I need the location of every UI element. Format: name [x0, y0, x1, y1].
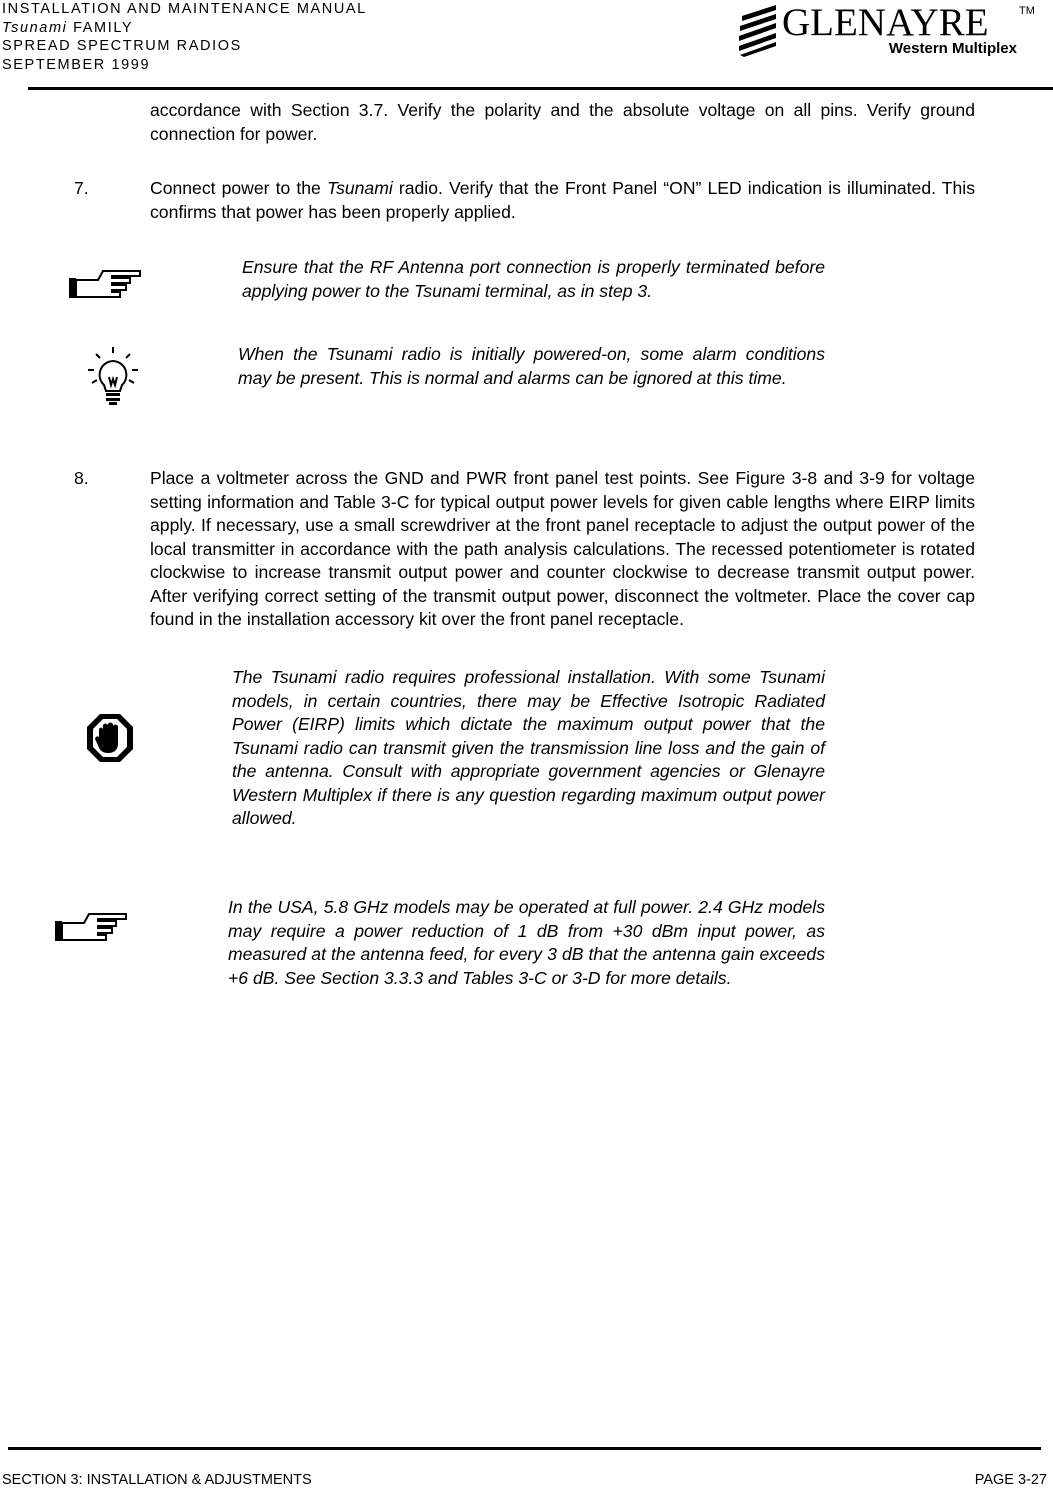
product-family: Tsunami FAMILY	[2, 19, 134, 36]
logo-name: GLENAYRE	[782, 2, 989, 44]
note-usa-power-reduction: In the USA, 5.8 GHz models may be operated at full power. 2.4 GHz models may require a power reduction of 1 dB from +30 dBm input power, as measured at the antenna feed, for every 3 dB that the antenna gain exceeds +6 dB. See Section 3.3.3 and Tables 3-C or 3-D for more details.	[228, 897, 825, 988]
note-antenna-termination: Ensure that the RF Antenna port connection is properly terminated before applying power to the Tsunami terminal, as in step 3.	[242, 257, 825, 301]
stop-hand-icon	[86, 713, 134, 763]
manual-title: INSTALLATION AND MAINTENANCE MANUAL	[2, 1, 367, 17]
footer-page-number: PAGE 3-27	[974, 1472, 1047, 1488]
publication-date: SEPTEMBER 1999	[2, 56, 151, 73]
footer-section: SECTION 3: INSTALLATION & ADJUSTMENTS	[2, 1472, 312, 1488]
step-7-text: Connect power to the Tsunami radio. Verify that the Front Panel “ON” LED indication is illuminated. This confirms that power has been properly applied.	[150, 178, 975, 222]
logo-trademark: TM	[1019, 5, 1035, 17]
light-bulb-icon	[84, 345, 142, 407]
warning-eirp-limits: The Tsunami radio requires professional installation. With some Tsunami models, in certain countries, there may be Effective Isotropic Radiated Power (EIRP) limits which dictate the maximum output power that the Tsunami radio can transmit given the transmission line loss and the gain of the antenna. Consult with appropriate government agencies or Glenayre Western Multiplex if there is any question regarding maximum output power allowed.	[232, 667, 825, 828]
logo-subtitle: Western Multiplex	[888, 40, 1017, 57]
logo-stripes-icon	[739, 5, 776, 57]
page-header	[2, 0, 367, 74]
footer-rule	[8, 1447, 1041, 1450]
tip-alarm-conditions: When the Tsunami radio is initially powered-on, some alarm conditions may be present. This is normal and alarms can be ignored at this time.	[238, 344, 825, 388]
glenayre-logo	[738, 2, 1038, 58]
header-rule	[28, 87, 1053, 90]
continuation-paragraph: accordance with Section 3.7. Verify the polarity and the absolute voltage on all pins. Verify ground connection for power.	[150, 100, 975, 144]
step-7-number: 7.	[74, 178, 89, 198]
pointing-hand-icon-2	[54, 909, 130, 945]
pointing-hand-icon	[68, 266, 144, 302]
step-8-number: 8.	[74, 468, 89, 488]
step-8-text: Place a voltmeter across the GND and PWR front panel test points. See Figure 3-8 and 3-9 for voltage setting information and Table 3-C for typical output power levels for given cable lengths where EIRP limits apply. If necessary, use a small screwdriver at the front panel receptacle to adjust the output power of the local transmitter in accordance with the path analysis calculations. The recessed potentiometer is rotated clockwise to increase transmit output power and counter clockwise to decrease transmit output power. After verifying correct setting of the transmit output power, disconnect the voltmeter. Place the cover cap found in the installation accessory kit over the front panel receptacle.	[150, 468, 975, 629]
product-line: SPREAD SPECTRUM RADIOS	[2, 38, 242, 54]
